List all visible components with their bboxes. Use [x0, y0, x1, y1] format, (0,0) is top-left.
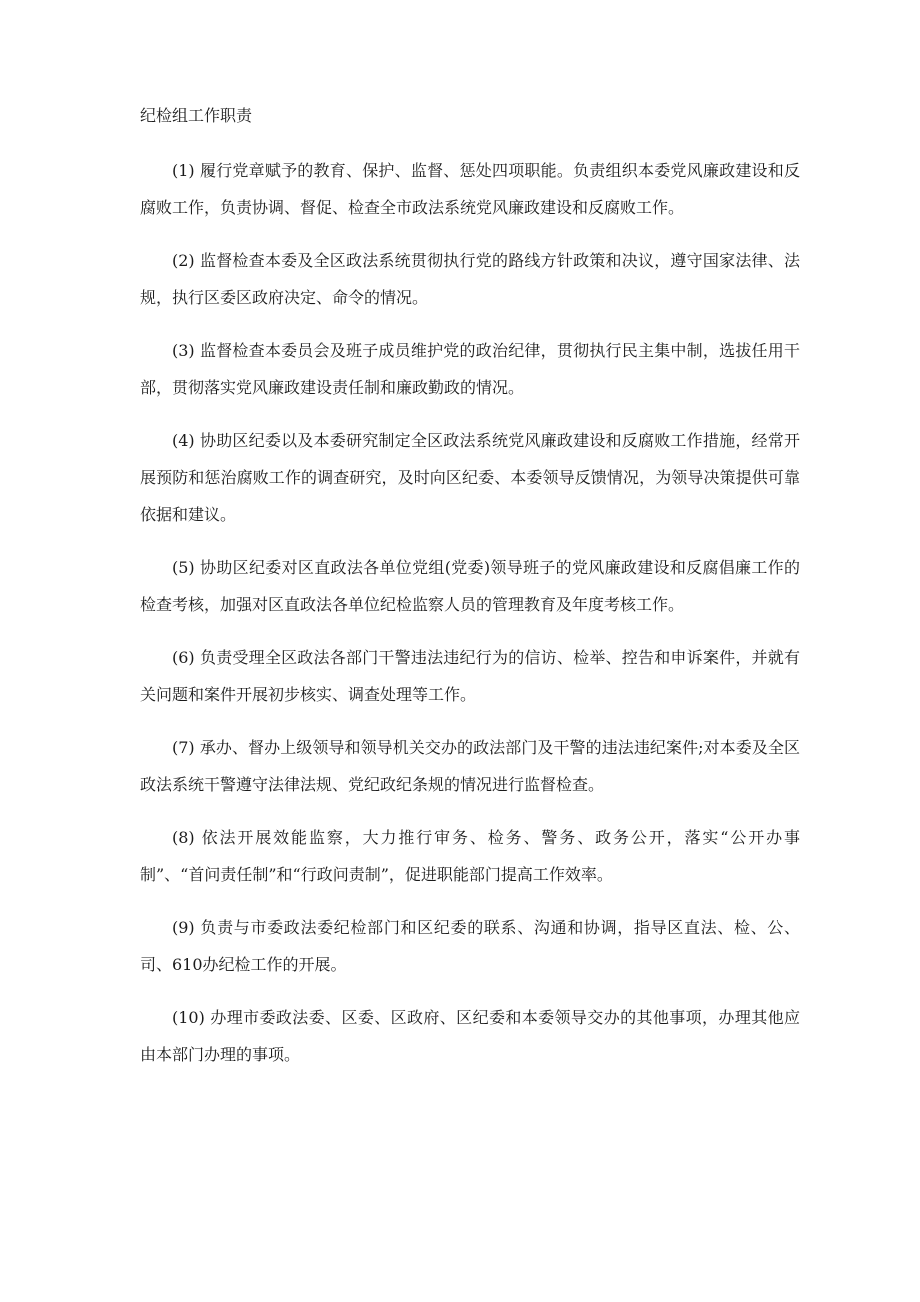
duty-item-4: (4) 协助区纪委以及本委研究制定全区政法系统党风廉政建设和反腐败工作措施，经常开展预防和惩治腐败工作的调查研究，及时向区纪委、本委领导反馈情况，为领导决策提供可靠依据和建议。: [140, 431, 800, 524]
duty-item-10: (10) 办理市委政法委、区委、区政府、区纪委和本委领导交办的其他事项，办理其他应由本部门办理的事项。: [140, 1008, 800, 1064]
duty-item-7: (7) 承办、督办上级领导和领导机关交办的政法部门及干警的违法违纪案件;对本委及全区政法系统干警遵守法律法规、党纪政纪条规的情况进行监督检查。: [140, 738, 800, 794]
duty-item-2: (2) 监督检查本委及全区政法系统贯彻执行党的路线方针政策和决议，遵守国家法律、法规，执行区委区政府决定、命令的情况。: [140, 251, 800, 307]
duty-item-8: (8) 依法开展效能监察，大力推行审务、检务、警务、政务公开，落实“公开办事制”、“首问责任制”和“行政问责制”，促进职能部门提高工作效率。: [140, 828, 800, 884]
duty-item-1: (1) 履行党章赋予的教育、保护、监督、惩处四项职能。负责组织本委党风廉政建设和反腐败工作，负责协调、督促、检查全市政法系统党风廉政建设和反腐败工作。: [140, 161, 800, 217]
duty-item-5: (5) 协助区纪委对区直政法各单位党组(党委)领导班子的党风廉政建设和反腐倡廉工作的检查考核，加强对区直政法各单位纪检监察人员的管理教育及年度考核工作。: [140, 558, 800, 614]
document-title: 纪检组工作职责: [140, 106, 253, 125]
duty-item-6: (6) 负责受理全区政法各部门干警违法违纪行为的信访、检举、控告和申诉案件，并就有关问题和案件开展初步核实、调查处理等工作。: [140, 648, 800, 704]
duty-item-3: (3) 监督检查本委员会及班子成员维护党的政治纪律，贯彻执行民主集中制，选拔任用干部，贯彻落实党风廉政建设责任制和廉政勤政的情况。: [140, 341, 800, 397]
duty-item-9: (9) 负责与市委政法委纪检部门和区纪委的联系、沟通和协调，指导区直法、检、公、司、610办纪检工作的开展。: [140, 918, 800, 974]
duty-list: [140, 152, 800, 1089]
